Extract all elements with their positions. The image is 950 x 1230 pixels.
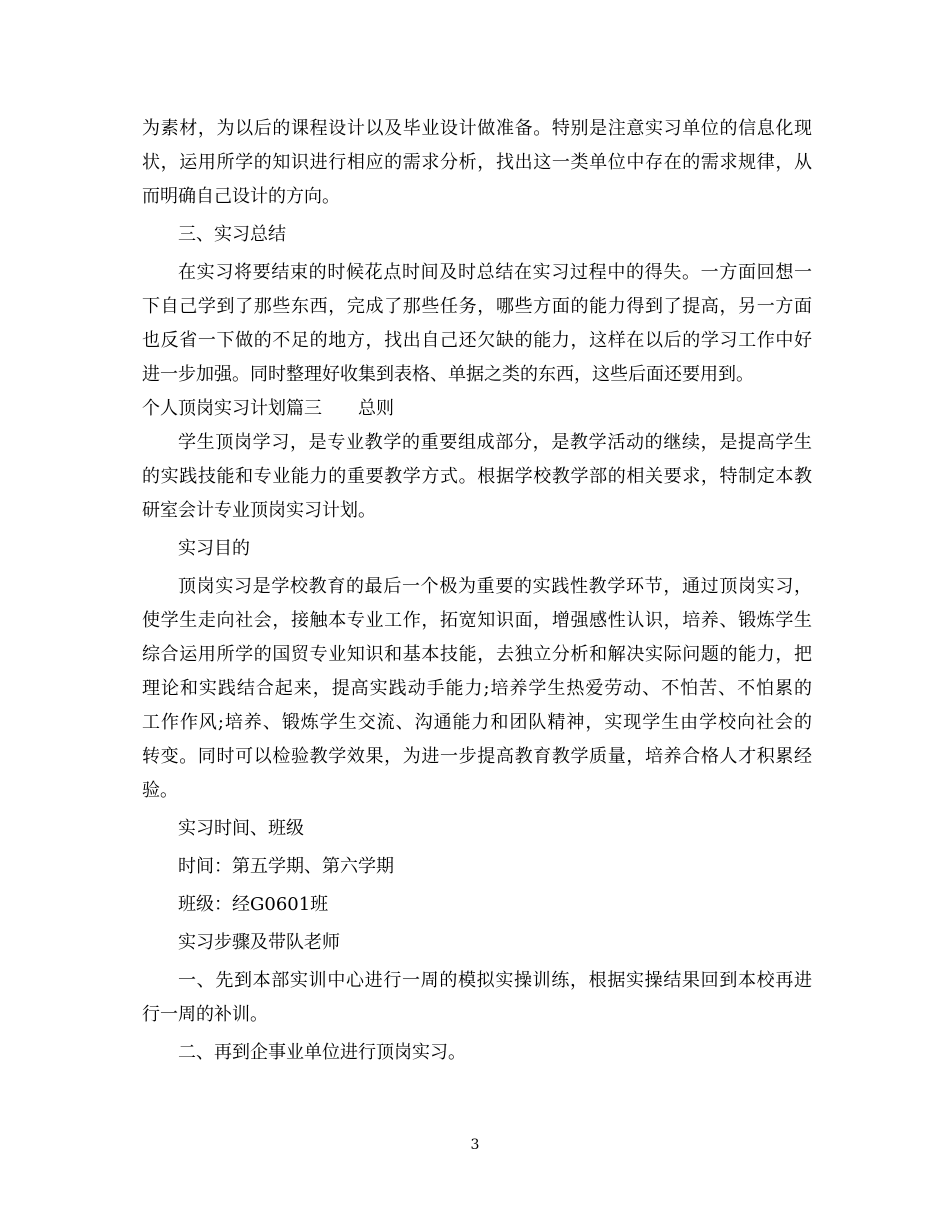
text-line: 顶岗实习是学校教育的最后一个极为重要的实践性教学环节，通过顶岗实习，	[178, 576, 812, 597]
text-line: 转变。同时可以检验教学效果，为进一步提高教育教学质量，培养合格人才积累经	[142, 746, 812, 767]
text-line: 在实习将要结束的时候花点时间及时总结在实习过程中的得失。一方面回想一	[178, 262, 812, 283]
text-line: 也反省一下做的不足的地方，找出自己还欠缺的能力，这样在以后的学习工作中好	[142, 330, 812, 351]
text-line: 状，运用所学的知识进行相应的需求分析，找出这一类单位中存在的需求规律，从	[142, 152, 812, 173]
text-line: 理论和实践结合起来，提高实践动手能力;培养学生热爱劳动、不怕苦、不怕累的	[142, 678, 812, 699]
text-line: 而明确自己设计的方向。	[142, 186, 340, 207]
text-line: 验。	[142, 780, 178, 801]
text-line: 使学生走向社会，接触本专业工作，拓宽知识面，增强感性认识，培养、锻炼学生	[142, 610, 812, 631]
text-line: 工作作风;培养、锻炼学生交流、沟通能力和团队精神，实现学生由学校向社会的	[142, 712, 812, 733]
text-line: 实习目的	[178, 538, 250, 559]
text-line: 一、先到本部实训中心进行一周的模拟实操训练，根据实操结果回到本校再进	[178, 970, 812, 991]
text-line: 二、再到企事业单位进行顶岗实习。	[178, 1042, 466, 1063]
text-line: 学生顶岗学习，是专业教学的重要组成部分，是教学活动的继续，是提高学生	[178, 432, 812, 453]
text-line: 三、实习总结	[178, 224, 286, 245]
text-line: 班级：经G0601班	[178, 894, 329, 915]
text-line: 为素材，为以后的课程设计以及毕业设计做准备。特别是注意实习单位的信息化现	[142, 118, 812, 139]
text-line: 研室会计专业顶岗实习计划。	[142, 500, 376, 521]
text-line: 进一步加强。同时整理好收集到表格、单据之类的东西，这些后面还要用到。	[142, 364, 754, 385]
text-line: 个人顶岗实习计划篇三 总则	[142, 398, 394, 419]
text-line: 实习时间、班级	[178, 818, 304, 839]
body-text	[142, 112, 812, 1070]
text-line: 综合运用所学的国贸专业知识和基本技能，去独立分析和解决实际问题的能力，把	[142, 644, 812, 665]
text-line: 时间：第五学期、第六学期	[178, 856, 394, 877]
text-line: 实习步骤及带队老师	[178, 932, 340, 953]
text-line: 的实践技能和专业能力的重要教学方式。根据学校教学部的相关要求，特制定本教	[142, 466, 812, 487]
page-number: 3	[470, 1137, 480, 1153]
text-line: 行一周的补训。	[142, 1004, 268, 1025]
text-line: 下自己学到了那些东西，完成了那些任务，哪些方面的能力得到了提高，另一方面	[142, 296, 812, 317]
